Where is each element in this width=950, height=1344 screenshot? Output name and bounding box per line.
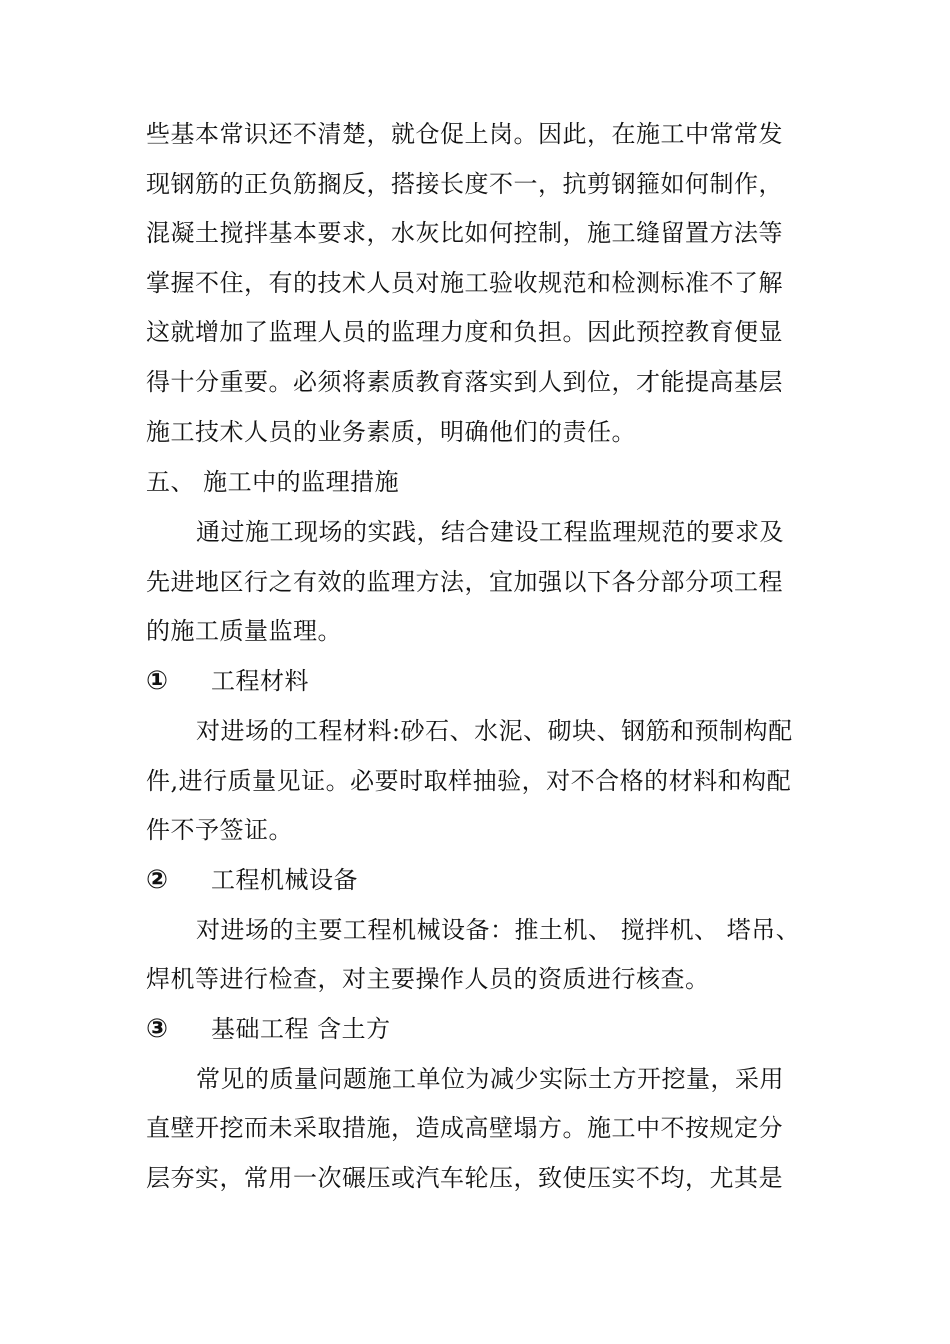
- paragraph-line: 掌握不住，有的技术人员对施工验收规范和检测标准不了解: [146, 269, 783, 297]
- paragraph-line: 焊机等进行检查，对主要操作人员的资质进行核查。: [146, 965, 710, 993]
- paragraph-line: 施工技术人员的业务素质，明确他们的责任。: [146, 418, 636, 446]
- paragraph-line: 层夯实，常用一次碾压或汽车轮压，致使压实不均，尤其是: [146, 1164, 783, 1192]
- paragraph-line: 对进场的主要工程机械设备：推土机、 搅拌机、 塔吊、: [196, 916, 801, 944]
- paragraph-line: 件不予签证。: [146, 816, 293, 844]
- item-number-marker: ②: [146, 865, 169, 895]
- paragraph-line: 常见的质量问题施工单位为减少实际土方开挖量，采用: [196, 1065, 784, 1093]
- item-number-marker: ①: [146, 666, 169, 696]
- paragraph-line: 通过施工现场的实践，结合建设工程监理规范的要求及: [196, 518, 784, 546]
- item-title: 工程机械设备: [211, 866, 358, 894]
- item-number-marker: ③: [146, 1014, 169, 1044]
- paragraph-line: 这就增加了监理人员的监理力度和负担。因此预控教育便显: [146, 318, 783, 346]
- paragraph-line: 些基本常识还不清楚，就仓促上岗。因此，在施工中常常发: [146, 120, 783, 148]
- paragraph-line: 现钢筋的正负筋搁反，搭接长度不一，抗剪钢箍如何制作，: [146, 170, 783, 198]
- item-title: 工程材料: [211, 667, 309, 695]
- paragraph-line: 直壁开挖而未采取措施，造成高壁塌方。施工中不按规定分: [146, 1114, 783, 1142]
- paragraph-line: 件,进行质量见证。必要时取样抽验，对不合格的材料和构配: [146, 767, 792, 795]
- item-title: 基础工程 含土方: [211, 1015, 391, 1043]
- paragraph-line: 先进地区行之有效的监理方法，宜加强以下各分部分项工程: [146, 568, 783, 596]
- paragraph-line: 得十分重要。必须将素质教育落实到人到位，才能提高基层: [146, 368, 783, 396]
- paragraph-line: 混凝土搅拌基本要求，水灰比如何控制，施工缝留置方法等: [146, 219, 783, 247]
- paragraph-line: 的施工质量监理。: [146, 617, 342, 645]
- paragraph-line: 对进场的工程材料:砂石、水泥、砌块、钢筋和预制构配: [196, 717, 793, 745]
- section-heading: 五、 施工中的监理措施: [146, 468, 400, 496]
